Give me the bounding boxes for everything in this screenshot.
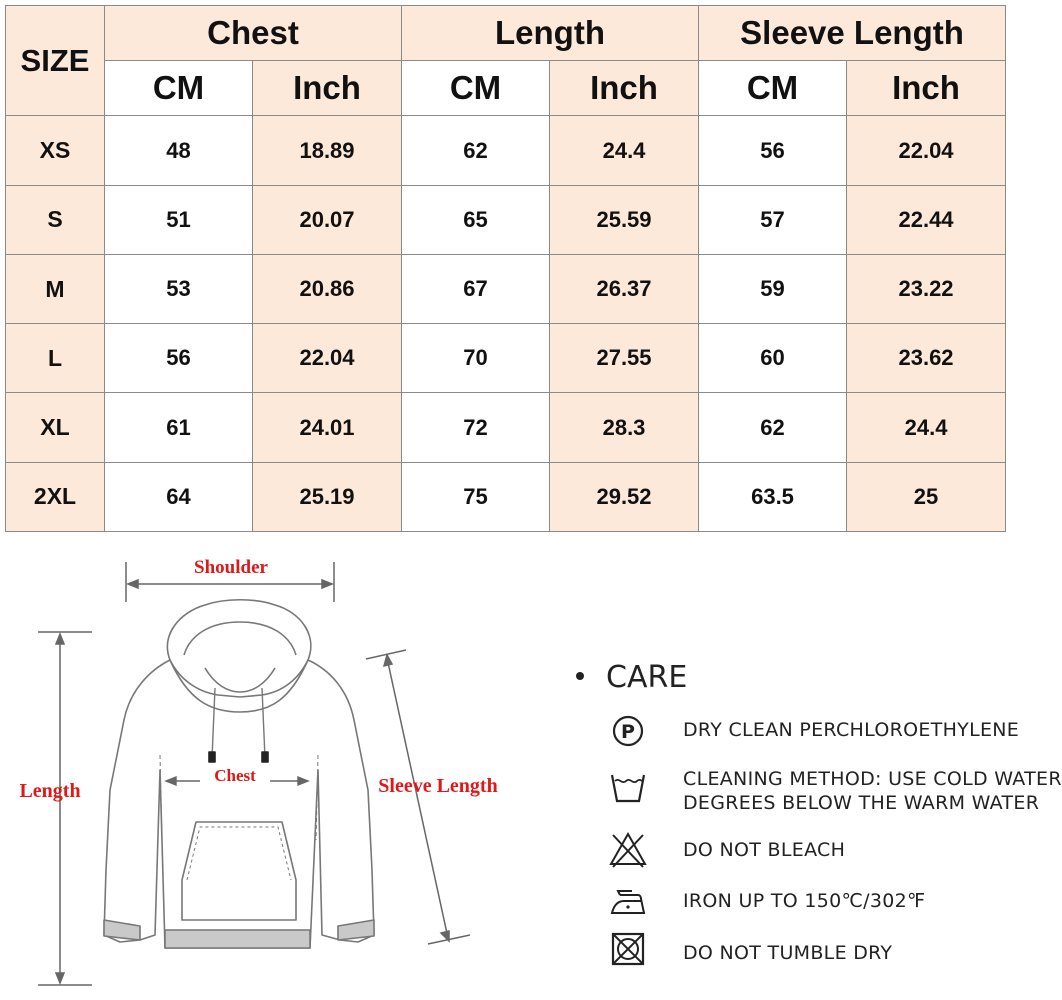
measurement-cell: 24.4 <box>847 393 1006 462</box>
measurement-cell: 75 <box>402 462 550 531</box>
measurement-cell: 23.62 <box>847 324 1006 393</box>
care-item-dry-clean <box>608 713 1020 763</box>
measurement-cell: 56 <box>105 324 253 393</box>
table-row <box>6 254 1006 323</box>
do-not-bleach-icon <box>608 830 648 870</box>
care-item-iron <box>608 883 1008 933</box>
measurement-cell: 29.52 <box>550 462 699 531</box>
sleeve-length-header: Sleeve Length <box>699 6 1006 61</box>
dry-clean-p-icon <box>608 713 648 753</box>
length-label: Length <box>19 780 81 802</box>
measurement-cell: 25.59 <box>550 185 699 254</box>
care-text-dry-clean: DRY CLEAN PERCHLOROETHYLENE <box>683 719 1020 741</box>
measurement-cell: 51 <box>105 185 253 254</box>
do-not-tumble-dry-icon <box>608 930 648 970</box>
care-text-do-not-bleach: DO NOT BLEACH <box>683 839 846 861</box>
measurement-cell: 56 <box>699 116 847 185</box>
size-cell: XL <box>6 393 105 462</box>
unit-header-inch: Inch <box>550 61 699 116</box>
sleeve-length-dimension <box>366 650 470 944</box>
measurement-cell: 57 <box>699 185 847 254</box>
shoulder-label: Shoulder <box>194 557 268 578</box>
measurement-cell: 59 <box>699 254 847 323</box>
measurement-cell: 23.22 <box>847 254 1006 323</box>
chest-label: Chest <box>214 766 256 785</box>
length-dimension <box>38 632 92 985</box>
size-header: SIZE <box>6 6 105 116</box>
measurement-cell: 22.04 <box>847 116 1006 185</box>
size-cell: XS <box>6 116 105 185</box>
measurement-cell: 70 <box>402 324 550 393</box>
sleeve-length-label: Sleeve Length <box>378 775 498 797</box>
measurement-cell: 61 <box>105 393 253 462</box>
care-title-text: CARE <box>606 660 688 695</box>
care-text-cleaning-method: CLEANING METHOD: USE COLD WATER <box>683 768 1062 790</box>
table-row <box>6 393 1006 462</box>
measurement-cell: 24.01 <box>253 393 402 462</box>
measurement-cell: 25.19 <box>253 462 402 531</box>
size-chart-table <box>5 5 1006 532</box>
size-cell: 2XL <box>6 462 105 531</box>
care-title <box>570 660 687 695</box>
measurement-cell: 22.04 <box>253 324 402 393</box>
measurement-cell: 26.37 <box>550 254 699 323</box>
care-item-do-not-tumble-dry <box>608 930 1008 980</box>
unit-header-cm: CM <box>105 61 253 116</box>
hoodie-measurement-diagram <box>0 540 560 1000</box>
table-row <box>6 116 1006 185</box>
measurement-cell: 65 <box>402 185 550 254</box>
measurement-cell: 48 <box>105 116 253 185</box>
measurement-cell: 20.86 <box>253 254 402 323</box>
size-cell: S <box>6 185 105 254</box>
unit-header-inch: Inch <box>847 61 1006 116</box>
measurement-cell: 25 <box>847 462 1006 531</box>
care-text-iron: IRON UP TO 150℃/302℉ <box>683 890 926 912</box>
measurement-cell: 20.07 <box>253 185 402 254</box>
care-item-do-not-bleach <box>608 830 1008 880</box>
measurement-cell: 62 <box>402 116 550 185</box>
measurement-cell: 27.55 <box>550 324 699 393</box>
size-cell: L <box>6 324 105 393</box>
size-cell: M <box>6 254 105 323</box>
table-row <box>6 324 1006 393</box>
care-item-cleaning-method <box>608 765 1062 825</box>
bullet-icon <box>576 672 584 680</box>
measurement-cell: 67 <box>402 254 550 323</box>
table-row <box>6 185 1006 254</box>
measurement-cell: 60 <box>699 324 847 393</box>
measurement-cell: 18.89 <box>253 116 402 185</box>
measurement-cell: 72 <box>402 393 550 462</box>
unit-header-inch: Inch <box>253 61 402 116</box>
iron-icon <box>608 883 648 923</box>
care-text-do-not-tumble-dry: DO NOT TUMBLE DRY <box>683 942 893 964</box>
size-rows <box>6 116 1006 532</box>
measurement-cell: 63.5 <box>699 462 847 531</box>
care-panel <box>570 655 1062 995</box>
measurement-cell: 64 <box>105 462 253 531</box>
care-text-cleaning-method-line2: DEGREES BELOW THE WARM WATER <box>683 792 1040 814</box>
measurement-cell: 53 <box>105 254 253 323</box>
measurement-cell: 62 <box>699 393 847 462</box>
measurement-cell: 28.3 <box>550 393 699 462</box>
measurement-cell: 24.4 <box>550 116 699 185</box>
chest-header: Chest <box>105 6 402 61</box>
length-header: Length <box>402 6 699 61</box>
table-row <box>6 462 1006 531</box>
unit-header-cm: CM <box>402 61 550 116</box>
wash-tub-icon <box>608 765 648 809</box>
svg-text:P: P <box>621 721 635 743</box>
unit-header-cm: CM <box>699 61 847 116</box>
measurement-cell: 22.44 <box>847 185 1006 254</box>
